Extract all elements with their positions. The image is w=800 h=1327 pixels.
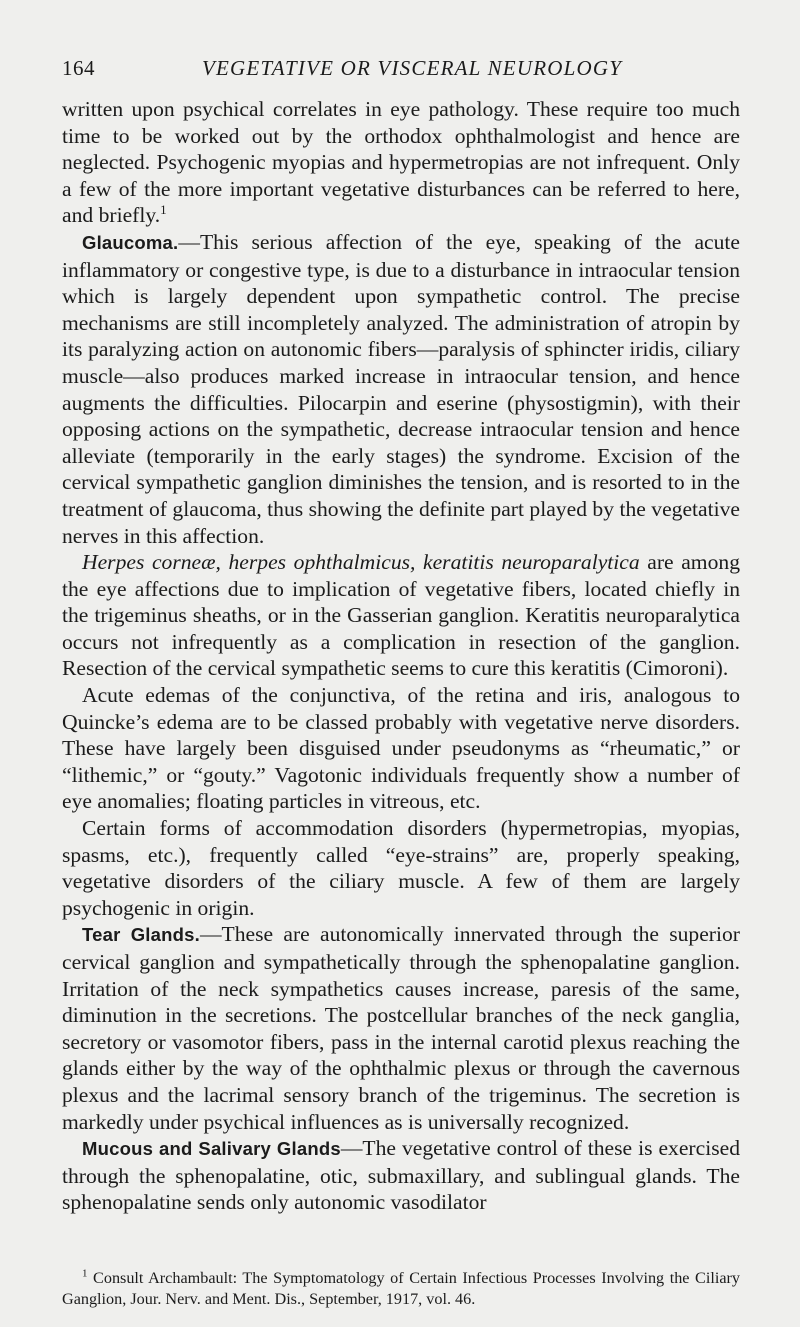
paragraph-mucous-glands <box>62 1135 740 1216</box>
paragraph-mucous-glands-text: —The vegetative control of these is exercised through the sphenopalatine, otic, submaxillary, and sublingual glands. The sphenopalatine sends only autonomic vasodilator <box>62 1136 740 1215</box>
paragraph-intro <box>62 96 740 229</box>
paragraph-accommodation: Certain forms of accommodation disorders (hypermetropias, myopias, spasms, etc.), frequently called “eye-strains” are, properly speaking, vegetative disorders of the ciliary muscle. A few of them are largely psychogenic in origin. <box>62 816 740 920</box>
running-head <box>62 56 738 86</box>
paragraph-glaucoma <box>62 229 740 549</box>
footnote-mark: 1 <box>82 1267 88 1280</box>
paragraph-herpes-text: are among the eye affections due to implication of vegetative fibers, located chiefly in the trigeminus sheaths, or in the Gasserian ganglion. Keratitis neuroparalytica occurs not infrequently as a complication in resection of the ganglion. Resection of the cervical sympathetic seems to cure this keratitis (Cimoroni). <box>62 550 740 681</box>
footnote-reference: 1 <box>160 202 167 218</box>
body-text <box>62 96 740 1216</box>
paragraph-glaucoma-text: —This serious affection of the eye, speaking of the acute inflammatory or congestive type, is due to a disturbance in intraocular tension which is largely dependent upon sympathetic control. The precise mechanisms are still incompletely analyzed. The administration of atropin by its paralyzing action on autonomic fibers—paralysis of sphincter iridis, ciliary muscle—also produces marked increase in intraocular tension, and hence augments the difficulties. Pilocarpin and eserine (physostigmin), with their opposing actions on the sympathetic, decrease intraocular tension and hence alleviate (temporarily in the early stages) the syndrome. Excision of the cervical sympathetic ganglion diminishes the tension, and is resorted to in the treatment of glaucoma, thus showing the definite part played by the vegetative nerves in this affection. <box>62 229 740 548</box>
section-heading-tear-glands: Tear Glands. <box>82 924 200 946</box>
paragraph-tear-glands-text: —These are autonomically innervated through the superior cervical ganglion and sympathetically through the sphenopalatine ganglion. Irritation of the neck sympathetics causes increase, paresis of the same, diminution in the secretions. The postcellular branches of the neck ganglia, secretory or vasomotor fibers, pass in the internal carotid plexus reaching the glands either by the way of the ophthalmic plexus or through the cavernous plexus and the lacrimal sensory branch of the trigeminus. The secretion is markedly under psychical influences as is universally recognized. <box>62 922 740 1134</box>
running-title: VEGETATIVE OR VISCERAL NEUROLOGY <box>202 56 623 80</box>
section-heading-glaucoma: Glaucoma. <box>82 231 179 253</box>
footnote <box>62 1268 740 1310</box>
page-number: 164 <box>62 56 95 80</box>
paragraph-intro-text: written upon psychical correlates in eye pathology. These require too much time to be worked out by the orthodox ophthalmologist and hence are neglected. Psychogenic myopias and hypermetropias are not infrequent. Only a few of the more important vegetative disturbances can be referred to here, and briefly. <box>62 97 740 228</box>
herpes-italic-terms: Herpes corneæ, herpes ophthalmicus, keratitis neuroparalytica <box>82 550 640 575</box>
footnote-text: Consult Archambault: The Symptomatology of Certain Infectious Processes Involving the Ciliary Ganglion, Jour. Nerv. and Ment. Dis., September, 1917, vol. 46. <box>62 1269 740 1308</box>
section-heading-mucous-glands: Mucous and Salivary Glands <box>82 1138 341 1160</box>
footnote-paragraph <box>62 1268 740 1310</box>
paragraph-tear-glands <box>62 921 740 1135</box>
paragraph-edemas: Acute edemas of the conjunctiva, of the retina and iris, analogous to Quincke’s edema are to be classed probably with vegetative nerve disorders. These have largely been disguised under pseudonyms as “rheumatic,” or “lithemic,” or “gouty.” Vagotonic individuals frequently show a number of eye anomalies; floating particles in vitreous, etc. <box>62 683 740 814</box>
paragraph-herpes <box>62 549 740 682</box>
